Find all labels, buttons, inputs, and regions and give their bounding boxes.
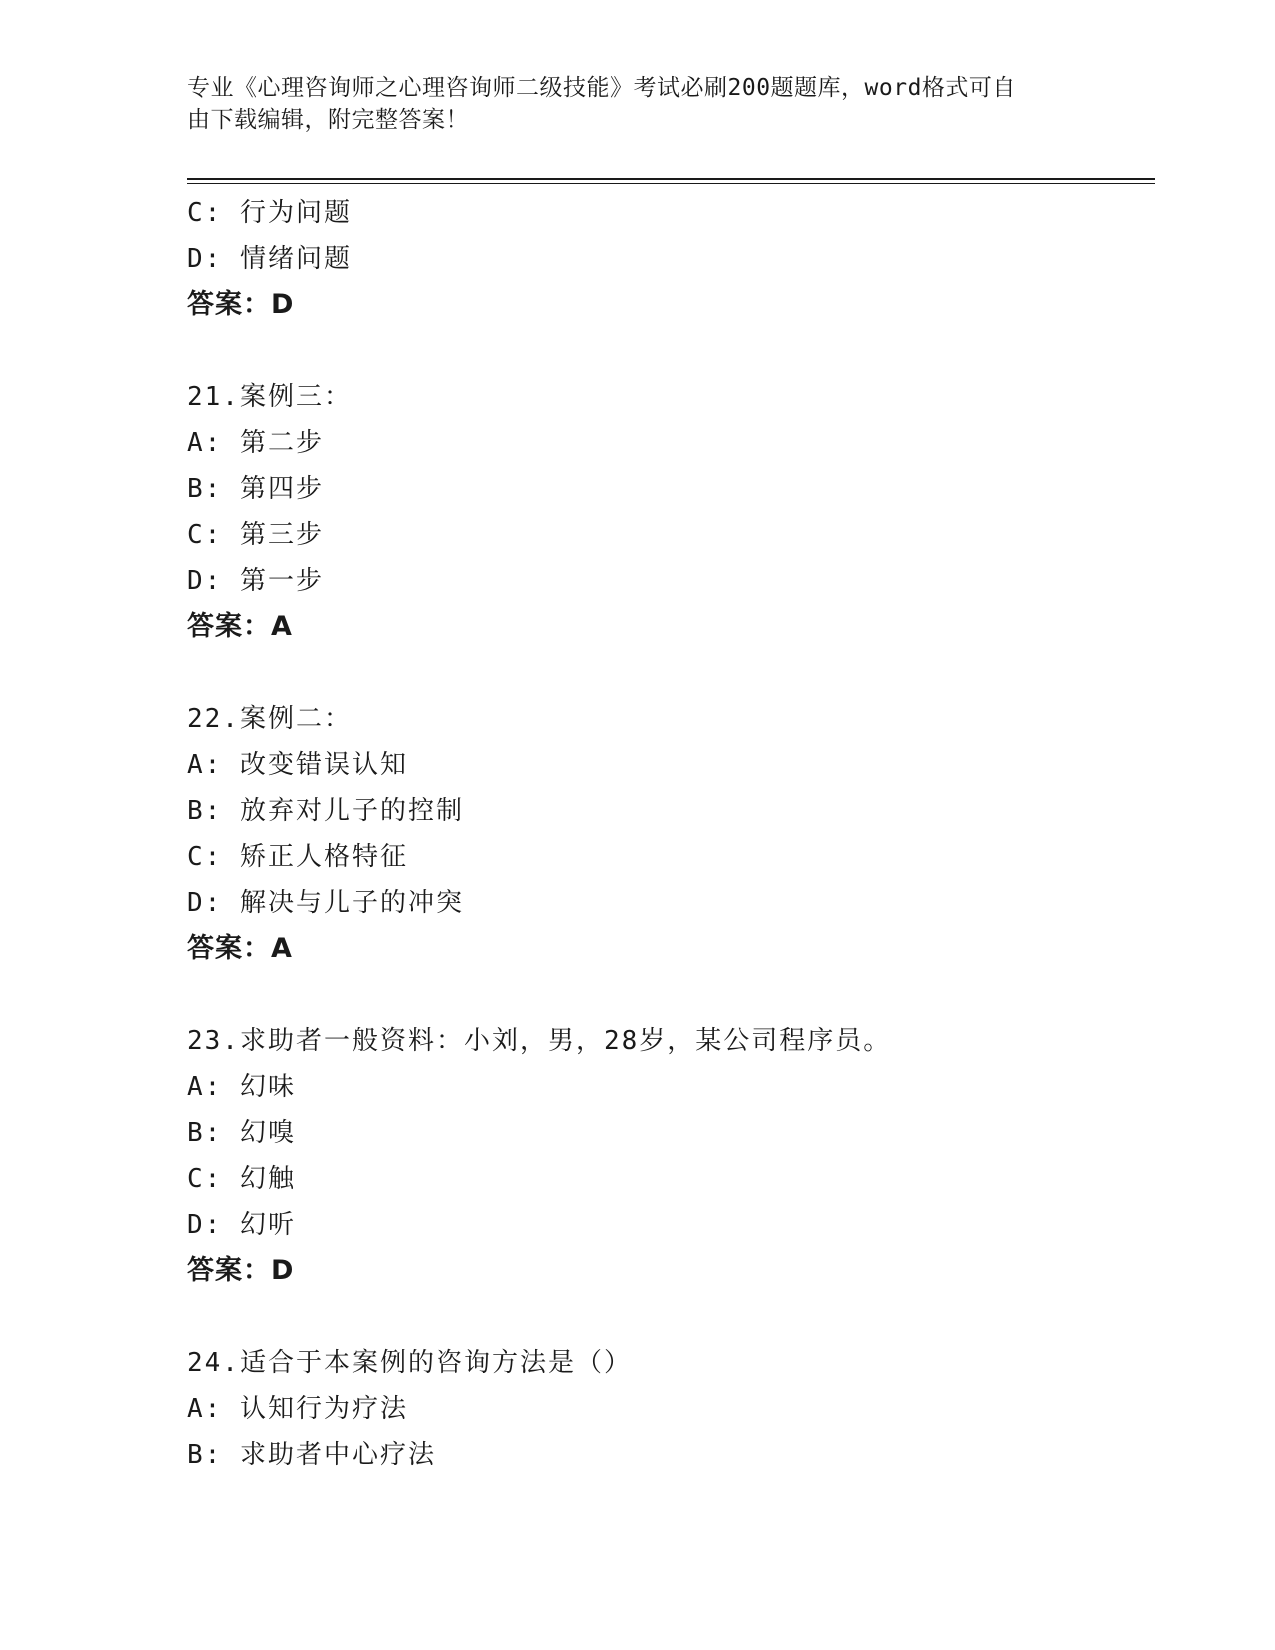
header-line-1: 专业《心理咨询师之心理咨询师二级技能》考试必刷200题题库，word格式可自 bbox=[187, 75, 1016, 101]
header-line-2: 由下载编辑，附完整答案！ bbox=[187, 107, 469, 133]
question-list bbox=[187, 190, 1147, 1478]
option-a: A: 改变错误认知 bbox=[187, 750, 408, 780]
header-divider-thick bbox=[187, 178, 1155, 180]
option-b: B: 第四步 bbox=[187, 474, 324, 504]
option-a: A: 第二步 bbox=[187, 428, 324, 458]
spacer bbox=[187, 1294, 1147, 1340]
answer-line: 答案：D bbox=[187, 1255, 295, 1286]
question-block-24 bbox=[187, 1340, 1147, 1478]
option-c: C: 矫正人格特征 bbox=[187, 842, 408, 872]
header-divider-thin bbox=[187, 183, 1155, 184]
option-b: B: 幻嗅 bbox=[187, 1118, 296, 1148]
spacer bbox=[187, 328, 1147, 374]
spacer bbox=[187, 650, 1147, 696]
answer-line: 答案：D bbox=[187, 289, 295, 320]
option-c: C: 第三步 bbox=[187, 520, 324, 550]
document-header bbox=[187, 72, 1087, 136]
option-b: B: 求助者中心疗法 bbox=[187, 1440, 436, 1470]
option-a: A: 认知行为疗法 bbox=[187, 1394, 408, 1424]
option-b: B: 放弃对儿子的控制 bbox=[187, 796, 464, 826]
spacer bbox=[187, 972, 1147, 1018]
option-c: C: 行为问题 bbox=[187, 198, 352, 228]
answer-line: 答案：A bbox=[187, 611, 293, 642]
question-block-22 bbox=[187, 696, 1147, 972]
option-d: D: 解决与儿子的冲突 bbox=[187, 888, 464, 918]
answer-line: 答案：A bbox=[187, 933, 293, 964]
question-text: 24.适合于本案例的咨询方法是（） bbox=[187, 1348, 632, 1378]
option-d: D: 幻听 bbox=[187, 1210, 296, 1240]
question-text: 22.案例二： bbox=[187, 704, 352, 734]
question-block-23 bbox=[187, 1018, 1147, 1294]
question-text: 23.求助者一般资料：小刘，男，28岁，某公司程序员。 bbox=[187, 1026, 892, 1056]
option-c: C: 幻触 bbox=[187, 1164, 296, 1194]
question-text: 21.案例三： bbox=[187, 382, 352, 412]
option-d: D: 情绪问题 bbox=[187, 244, 352, 274]
question-block-21 bbox=[187, 374, 1147, 650]
option-a: A: 幻味 bbox=[187, 1072, 296, 1102]
option-d: D: 第一步 bbox=[187, 566, 324, 596]
question-block-20 bbox=[187, 190, 1147, 328]
